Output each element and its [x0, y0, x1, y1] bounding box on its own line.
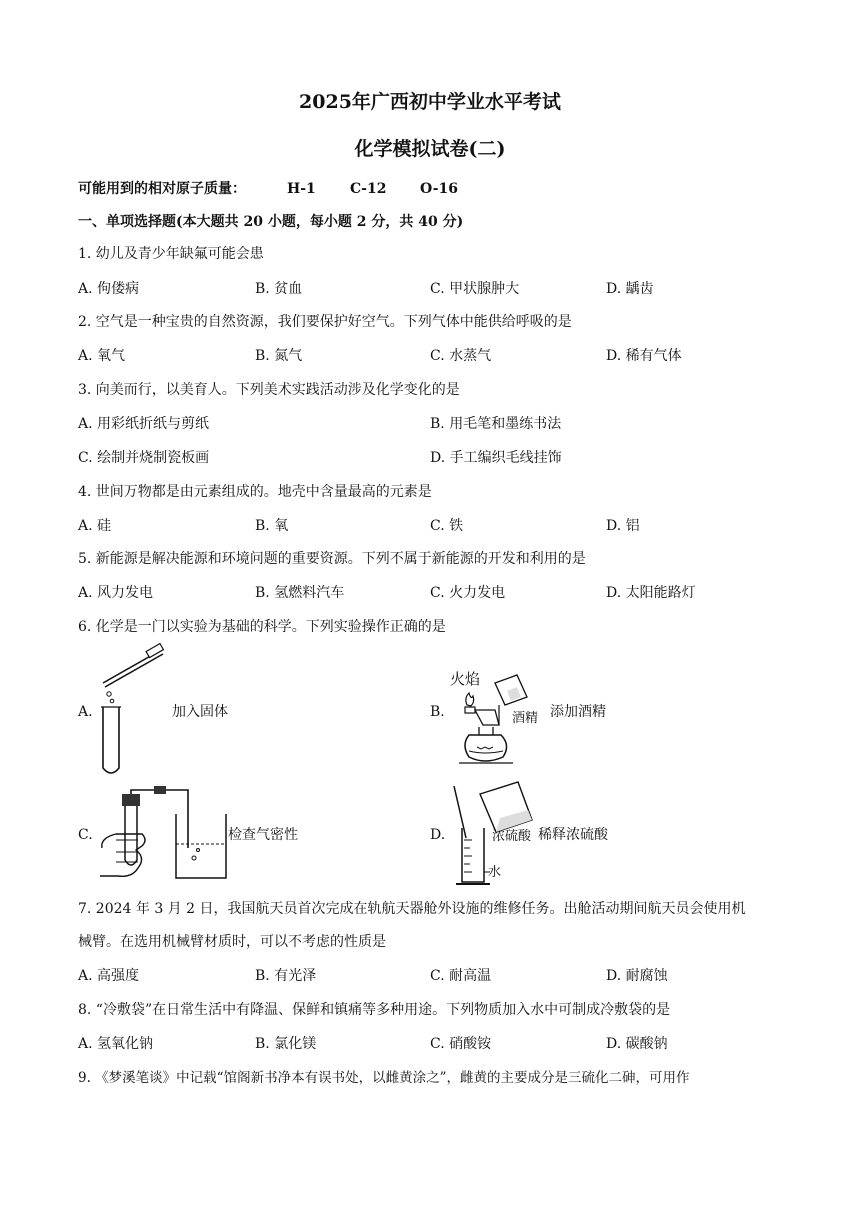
exam-subtitle: 化学模拟试卷(二)	[354, 138, 506, 160]
q3-option-d: D. 手工编织毛线挂饰	[430, 450, 562, 466]
q8-option-b: B. 氯化镁	[255, 1036, 317, 1052]
q1-option-c: C. 甲状腺肿大	[430, 281, 520, 297]
question-5-stem: 5. 新能源是解决能源和环境问题的重要资源。下列不属于新能源的开发和利用的是	[78, 551, 586, 567]
q4-option-c: C. 铁	[430, 518, 464, 534]
atomic-mass-o: O-16	[420, 181, 459, 197]
section-heading: 一、单项选择题(本大题共 20 小题，每小题 2 分，共 40 分)	[78, 214, 464, 230]
question-3-stem: 3. 向美而行，以美育人。下列美术实践活动涉及化学变化的是	[78, 382, 460, 398]
atomic-mass-h: H-1	[287, 181, 316, 197]
dilute-acid-figure	[452, 780, 547, 890]
q1-option-a: A. 佝偻病	[78, 281, 140, 297]
q5-option-c: C. 火力发电	[430, 585, 506, 601]
test-tube-solid-figure	[95, 645, 170, 780]
question-6-stem: 6. 化学是一门以实验为基础的科学。下列实验操作正确的是	[78, 619, 446, 635]
question-2-stem: 2. 空气是一种宝贵的自然资源，我们要保护好空气。下列气体中能供给呼吸的是	[78, 314, 572, 330]
q2-option-d: D. 稀有气体	[606, 348, 682, 364]
q5-option-d: D. 太阳能路灯	[606, 585, 696, 601]
q3-option-c: C. 绘制并烧制瓷板画	[78, 450, 210, 466]
q2-option-c: C. 水蒸气	[430, 348, 492, 364]
question-8-stem: 8. “冷敷袋”在日常生活中有降温、保鲜和镇痛等多种用途。下列物质加入水中可制成冷敷袋的是	[78, 1002, 671, 1018]
q7-option-a: A. 高强度	[78, 968, 140, 984]
atomic-mass-label: 可能用到的相对原子质量：	[78, 181, 246, 197]
q5-option-a: A. 风力发电	[78, 585, 154, 601]
q3-option-a: A. 用彩纸折纸与剪纸	[78, 416, 210, 432]
q4-option-b: B. 氧	[255, 518, 289, 534]
question-9-stem: 9. 《梦溪笔谈》中记载“馆阁新书净本有误书处，以雌黄涂之”，雌黄的主要成分是三硫化二砷，可用作	[78, 1070, 690, 1086]
q6-option-a: A.	[78, 704, 93, 720]
question-7-stem-line2: 械臂。在选用机械臂材质时，可以不考虑的性质是	[78, 934, 386, 950]
q5-option-b: B. 氢燃料汽车	[255, 585, 345, 601]
exam-title: 2025年广西初中学业水平考试	[299, 91, 561, 113]
conc-acid-label: 浓硫酸	[492, 829, 532, 844]
q6-option-b: B.	[430, 704, 445, 720]
q6-caption-b: 添加酒精	[550, 704, 606, 720]
q3-option-b: B. 用毛笔和墨练书法	[430, 416, 562, 432]
q8-option-c: C. 硝酸铵	[430, 1036, 492, 1052]
q7-option-b: B. 有光泽	[255, 968, 317, 984]
q2-option-b: B. 氮气	[255, 348, 303, 364]
q4-option-a: A. 硅	[78, 518, 112, 534]
q6-caption-a: 加入固体	[172, 704, 228, 720]
question-1-stem: 1. 幼儿及青少年缺氟可能会患	[78, 246, 264, 262]
q4-option-d: D. 铝	[606, 518, 640, 534]
q6-option-c: C.	[78, 827, 93, 843]
q7-option-d: D. 耐腐蚀	[606, 968, 668, 984]
alcohol-label: 酒精	[512, 711, 539, 726]
q1-option-b: B. 贫血	[255, 281, 303, 297]
q6-option-d: D.	[430, 827, 446, 843]
question-4-stem: 4. 世间万物都是由元素组成的。地壳中含量最高的元素是	[78, 484, 432, 500]
q2-option-a: A. 氧气	[78, 348, 126, 364]
q6-caption-c: 检查气密性	[228, 827, 298, 843]
q7-option-c: C. 耐高温	[430, 968, 492, 984]
question-7-stem-line1: 7. 2024 年 3 月 2 日，我国航天员首次完成在轨航天器舱外设施的维修任务。出舱活动期间航天员会使用机	[78, 901, 746, 917]
alcohol-lamp-figure	[455, 665, 550, 780]
q1-option-d: D. 龋齿	[606, 281, 654, 297]
q8-option-a: A. 氢氧化钠	[78, 1036, 154, 1052]
q6-caption-d: 稀释浓硫酸	[538, 827, 608, 843]
flame-label: 火焰	[450, 670, 481, 688]
airtightness-check-figure	[98, 790, 238, 890]
q8-option-d: D. 碳酸钠	[606, 1036, 668, 1052]
water-label: 水	[488, 865, 502, 880]
atomic-mass-c: C-12	[350, 181, 387, 197]
